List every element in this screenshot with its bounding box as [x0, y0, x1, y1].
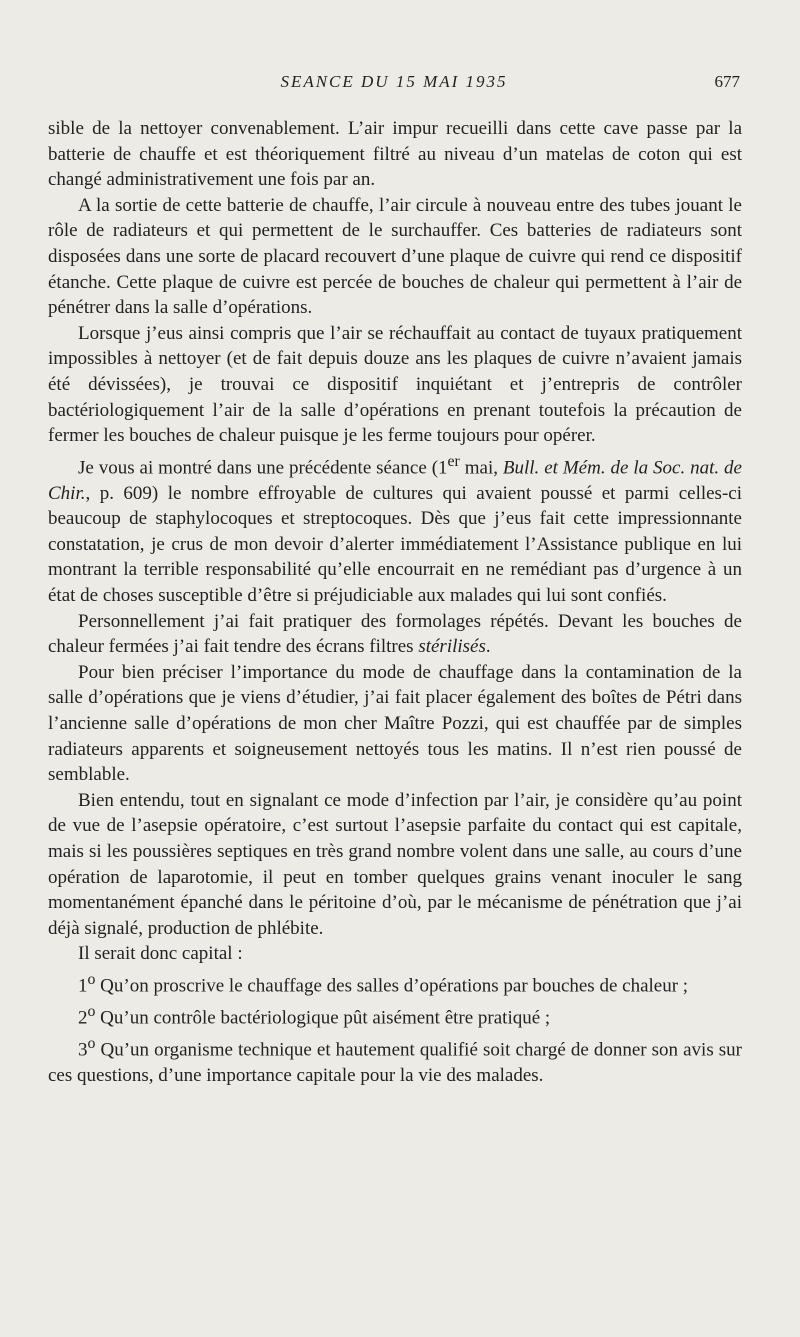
superscript: er	[447, 452, 460, 470]
superscript: o	[87, 1034, 96, 1052]
paragraph	[48, 321, 742, 449]
paragraph	[48, 449, 742, 609]
citation-italic: Bull. et Mém. de la Soc. nat. de Chir.	[48, 457, 742, 504]
text-run: sible de la nettoyer convenablement. L’air impur recueilli dans cette cave passe par la batterie de chauffe et est théoriquement filtré au niveau d’un matelas de coton qui est changé administrativement une fois par an.	[48, 118, 742, 191]
superscript: o	[87, 970, 96, 988]
running-header	[48, 72, 740, 96]
emphasis-italic: stérilisés	[418, 636, 486, 658]
list-item	[48, 1031, 742, 1089]
body-text	[48, 116, 742, 1088]
paragraph	[48, 660, 742, 788]
text-run: Je vous ai montré dans une précédente séance (1	[78, 457, 448, 479]
text-run: Pour bien préciser l’importance du mode de chauffage dans la contamination de la salle d’opérations que je viens d’étudier, j’ai fait placer également des boîtes de Pétri dans l’ancienne salle d’opérations de mon cher Maître Pozzi, qui est chauffée par de simples radiateurs apparents et soigneusement nettoyés tous les matins. Il n’est rien poussé de semblable.	[48, 661, 742, 786]
paragraph	[48, 941, 742, 967]
text-run: mai,	[459, 457, 503, 479]
paragraph	[48, 116, 742, 193]
text-run: Qu’un organisme technique et hautement qualifié soit chargé de donner son avis sur ces questions, d’une importance capitale pour la vie des malades.	[48, 1039, 742, 1086]
list-item	[48, 967, 742, 999]
paragraph	[48, 788, 742, 942]
text-run: Qu’on proscrive le chauffage des salles d’opérations par bouches de chaleur ;	[95, 975, 689, 997]
text-run: Personnellement j’ai fait pratiquer des formolages répétés. Devant les bouches de chaleur fermées j’ai fait tendre des écrans filtres	[48, 610, 742, 658]
superscript: o	[87, 1002, 96, 1020]
text-run: A la sortie de cette batterie de chauffe, l’air circule à nouveau entre des tubes jouant le rôle de radiateurs et qui permettent de le surchauffer. Ces batteries de radiateurs sont disposées dans une sorte de placard recouvert d’une plaque de cuivre qui rend ce dispositif étanche. Cette plaque de cuivre est percée de bouches de chaleur qui permettent à l’air de pénétrer dans la salle d’opérations.	[48, 194, 742, 319]
text-run: .	[485, 636, 491, 658]
text-run: Qu’un contrôle bactériologique pût aisément être pratiqué ;	[95, 1007, 551, 1029]
text-run: Lorsque j’eus ainsi compris que l’air se réchauffait au contact de tuyaux pratiquement impossibles à nettoyer (et de fait depuis douze ans les plaques de cuivre n’avaient jamais été dévissées), je trouvai ce dispositif inquiétant et j’entrepris de contrôler bactériologiquement l’air de la salle d’opérations en prenant toutefois la précaution de fermer les bouches de chaleur puisque je les ferme toujours pour opérer.	[48, 322, 742, 447]
paragraph	[48, 193, 742, 321]
text-run: Il serait donc capital :	[78, 943, 243, 965]
list-item	[48, 999, 742, 1031]
text-run: , p. 609) le nombre effroyable de cultures qui avaient poussé et parmi celles-ci beaucoup de staphylocoques et streptocoques. Dès que j’eus fait cette impressionnante constatation, je crus de mon devoir d’alerter immédiatement l’Assistance publique en lui montrant la terrible responsabilité qu’elle encourrait en ne remédiant pas d’urgence à un état de choses susceptible d’être si préjudiciable aux malades qui lui sont confiés.	[48, 482, 742, 607]
paragraph	[48, 609, 742, 660]
text-run: Bien entendu, tout en signalant ce mode d’infection par l’air, je considère qu’au point de vue de l’asepsie opératoire, c’est surtout l’asepsie parfaite du contact qui est capitale, mais si les poussières septiques en très grand nombre volent dans une salle, au cours d’une opération de laparotomie, il peut en tomber quelques grains venant inoculer le sang momentanément épanché dans le péritoine d’où, par le mécanisme de pénétration que j’ai déjà signalé, production de phlébite.	[48, 789, 742, 939]
list-number: 1	[78, 975, 88, 997]
page-number: 677	[714, 72, 740, 91]
running-title: SEANCE DU 15 MAI 1935	[280, 72, 508, 91]
list-number: 3	[78, 1039, 88, 1061]
list-number: 2	[78, 1007, 88, 1029]
